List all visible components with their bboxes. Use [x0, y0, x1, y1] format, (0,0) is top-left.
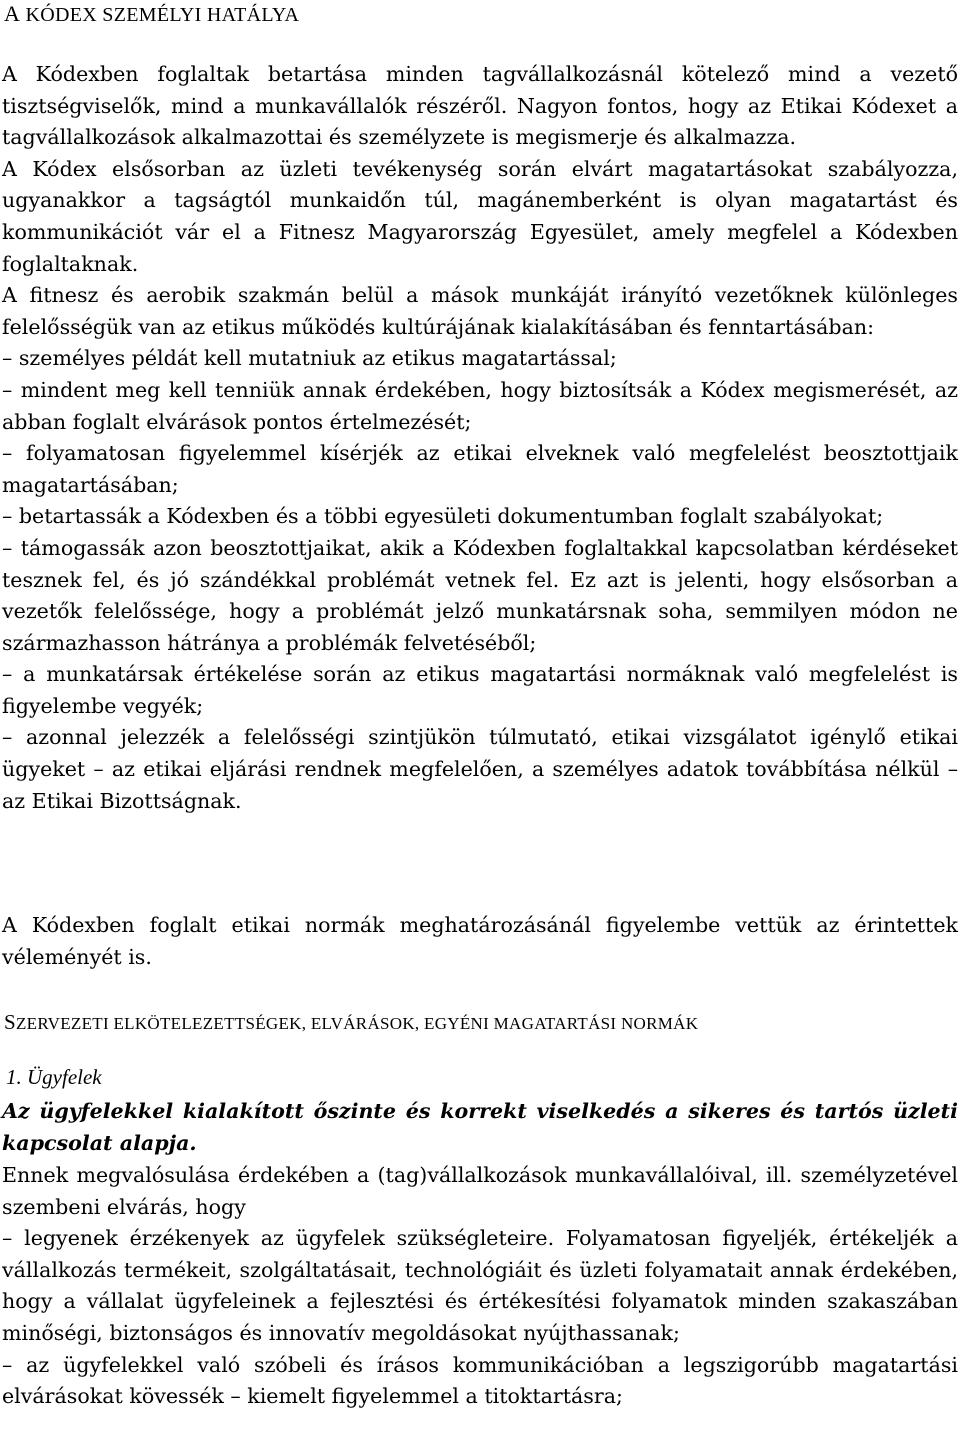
paragraph: A Kódex elsősorban az üzleti tevékenység során elvárt magatartásokat szabályozza, ugyanakkor a tagságtól munkaidőn túl, magánemberként is olyan magatartást és kommunikációt vár el a Fitnesz Magyarország Egyesület, amely megfelel a Kódexben foglaltaknak. — [2, 156, 958, 276]
list-item: – folyamatosan figyelemmel kísérjék az etikai elveknek való megfelelést beosztottjaik magatartásában; — [2, 441, 958, 497]
heading-initial: A — [4, 1, 21, 26]
paragraph: Ennek megvalósulása érdekében a (tag)vállalkozások munkavállalóival, ill. személyzetével szembeni elvárás, hogy — [2, 1163, 958, 1219]
paragraph: A fitnesz és aerobik szakmán belül a mások munkáját irányító vezetőknek különleges felelősségük van az etikus működés kultúrájának kialakításában és fenntartásában: — [2, 283, 958, 339]
paragraph: A Kódexben foglalt etikai normák meghatározásánál figyelembe vettük az érintettek véleményét is. — [2, 913, 958, 969]
list-item: – betartassák a Kódexben és a többi egyesületi dokumentumban foglalt szabályokat; — [2, 504, 884, 529]
list-item: – személyes példát kell mutatniuk az etikus magatartással; — [2, 346, 617, 371]
section2-body — [2, 1160, 958, 1413]
list-item: – támogassák azon beosztottjaikat, akik a Kódexben foglaltakkal kapcsolatban kérdéseket tesznek fel, és jó szándékkal problémát vetnek fel. Ez azt is jelenti, hogy elsősorban a vezetők felelőssége, hogy a problémát jelző munkatársnak soha, semmilyen módon ne származhasson hátránya a problémák felvetéséből; — [2, 535, 958, 655]
section1-body — [2, 59, 958, 817]
section-heading-commitments — [4, 1010, 698, 1035]
heading-part: ELVÁRÁSOK, EGYÉNI MAGATARTÁSI NORMÁK — [310, 1014, 699, 1033]
list-item: – azonnal jelezzék a felelősségi szintjükön túlmutató, etikai vizsgálatot igénylő etikai ügyeket – az etikai eljárási rendnek megfelelően, a személyes adatok továbbítása nélkül – az Etikai Bizottságnak. — [2, 725, 958, 813]
paragraph: A Kódexben foglaltak betartása minden tagvállalkozásnál kötelező mind a vezető tisztségviselők, mind a munkavállalók részéről. Nagyon fontos, hogy az Etikai Kódexet a tagvállalkozások alkalmazottai és személyzete is megismerje és alkalmazza. — [2, 62, 958, 150]
heading-initial: S — [4, 1010, 16, 1034]
section1-closing — [2, 910, 958, 973]
list-item: – a munkatársak értékelése során az etikus magatartási normáknak való megfelelést is figyelembe vegyék; — [2, 662, 958, 718]
list-item: – legyenek érzékenyek az ügyfelek szükségleteire. Folyamatosan figyeljék, értékeljék a vállalkozás termékeit, szolgáltatásait, technológiáit és üzleti folyamatait annak érdekében, hogy a vállalat ügyfeleinek a fejlesztési és értékesítési folyamatok minden szakaszában minőségi, biztonságos és innovatív megoldásokat nyújthassanak; — [2, 1226, 958, 1345]
subsection-title-clients: 1. Ügyfelek — [6, 1065, 102, 1089]
list-item: – az ügyfelekkel való szóbeli és írásos kommunikációban a legszigorúbb magatartási elvárásokat kövessék – kiemelt figyelemmel a titoktartásra; — [2, 1352, 958, 1409]
subsection-lead: Az ügyfelekkel kialakított őszinte és korrekt viselkedés a sikeres és tartós üzleti kapcsolat alapja. — [2, 1099, 958, 1155]
heading-rest: KÓDEX SZEMÉLYI HATÁLYA — [20, 4, 300, 26]
section-heading-personal-scope — [4, 1, 299, 27]
heading-part: ZERVEZETI ELKÖTELEZETTSÉGEK, — [15, 1014, 311, 1033]
list-item: – mindent meg kell tenniük annak érdekében, hogy biztosítsák a Kódex megismerését, az abban foglalt elvárások pontos értelmezését; — [2, 377, 958, 434]
